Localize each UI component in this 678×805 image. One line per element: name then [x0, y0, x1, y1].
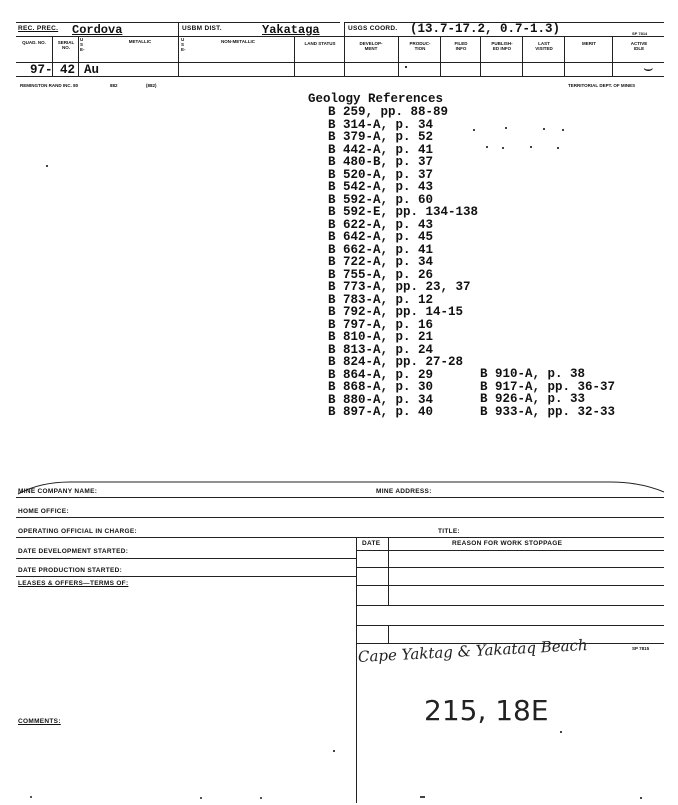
last-visited-label: LAST VISITED	[535, 41, 553, 51]
reference-entry: B 933-A, pp. 32-33	[480, 404, 616, 419]
usbm-dist-value: Yakataga	[262, 23, 320, 37]
reference-entry: B 722-A, p. 34	[328, 255, 434, 269]
date-column-label: DATE	[362, 540, 381, 547]
reference-entry: B 314-A, p. 34	[328, 117, 434, 132]
reference-entry: B 910-A, p. 38	[480, 367, 586, 381]
printer-code-2: (882)	[146, 83, 157, 88]
reference-entry: B 480-B, p. 37	[328, 155, 434, 169]
form-number: SP 7814	[632, 31, 648, 36]
reference-entry: B 520-A, p. 37	[328, 167, 434, 182]
home-office-label: HOME OFFICE:	[18, 508, 69, 515]
reference-entry: B 813-A, p. 24	[328, 342, 434, 357]
mine-address-label: MINE ADDRESS:	[376, 488, 432, 495]
rec-prec-value: Cordova	[72, 23, 123, 37]
reference-entry: B 897-A, p. 40	[328, 405, 434, 419]
printer-code-1: 882	[110, 83, 118, 88]
reference-entry: B 259, pp. 88-89	[328, 105, 449, 119]
date-development-label: DATE DEVELOPMENT STARTED:	[18, 548, 129, 555]
reference-entry: B 773-A, pp. 23, 37	[328, 280, 471, 294]
reference-entry: B 864-A, p. 29	[328, 367, 434, 382]
merit-label: MERIT	[582, 41, 596, 46]
metallic-value: Au	[84, 63, 100, 77]
published-info-label: PUBLISH- ED INFO	[491, 41, 513, 51]
rec-prec-label: REC. PREC.	[18, 25, 59, 32]
land-status-label: LAND STATUS	[304, 41, 336, 46]
form-top-curve	[0, 468, 678, 498]
reference-entry: B 880-A, p. 34	[328, 392, 434, 407]
reason-column-label: REASON FOR WORK STOPPAGE	[452, 540, 563, 547]
non-metallic-label: NON-METALLIC	[221, 39, 255, 44]
reference-entry: B 442-A, p. 41	[328, 142, 434, 157]
printer-text: REMINGTON RAND INC. 80	[20, 83, 79, 88]
mine-company-label: MINE COMPANY NAME:	[18, 488, 98, 495]
develop-ment-label: DEVELOP- MENT	[359, 41, 383, 51]
non-metallic-prefix: U S E-	[181, 37, 186, 52]
reference-entry: B 755-A, p. 26	[328, 267, 434, 282]
reference-entry: B 592-E, pp. 134-138	[328, 205, 479, 219]
form-number-2: SP 7815	[632, 646, 650, 651]
usgs-coord-label: USGS COORD.	[348, 25, 398, 32]
quad-serial-value: 97- 42	[30, 63, 76, 77]
usbm-dist-label: USBM DIST.	[182, 25, 222, 32]
reference-entry: B 797-A, p. 16	[328, 317, 434, 332]
date-production-label: DATE PRODUCTION STARTED:	[18, 567, 123, 574]
metallic-label: METALLIC	[128, 39, 152, 44]
references-right-column	[480, 368, 615, 418]
reference-entry: B 810-A, p. 21	[328, 330, 434, 344]
handwritten-location: Cape Yaktag & Yakataq Beach	[357, 635, 589, 666]
active-check-mark: ⌣	[643, 58, 654, 77]
metallic-prefix: U S E-	[80, 37, 85, 52]
dept-text: TERRITORIAL DEPT. OF MINES	[568, 83, 636, 88]
reference-entry: B 379-A, p. 52	[328, 130, 434, 144]
usgs-coord-value: (13.7-17.2, 0.7-1.3)	[410, 22, 561, 36]
active-idle-label: ACTIVE IDLE	[630, 41, 648, 51]
operating-official-label: OPERATING OFFICIAL IN CHARGE:	[18, 528, 137, 535]
reference-entry: B 917-A, pp. 36-37	[480, 379, 616, 394]
comments-label: COMMENTS:	[18, 718, 61, 725]
references-title: Geology References	[308, 92, 444, 106]
reference-entry: B 926-A, p. 33	[480, 392, 586, 406]
reference-entry: B 542-A, p. 43	[328, 180, 434, 194]
reference-entry: B 868-A, p. 30	[328, 380, 434, 394]
reference-entry: B 662-A, p. 41	[328, 242, 434, 257]
quad-no-label: QUAD. NO.	[22, 40, 46, 45]
mark-tick	[405, 66, 407, 68]
reference-entry: B 783-A, p. 12	[328, 292, 434, 307]
serial-no-label: SERIAL NO.	[57, 40, 75, 50]
reference-entry: B 824-A, pp. 27-28	[328, 355, 464, 369]
reference-entry: B 792-A, pp. 14-15	[328, 305, 464, 319]
leases-label: LEASES & OFFERS—TERMS OF:	[18, 580, 129, 587]
reference-entry: B 642-A, p. 45	[328, 230, 434, 244]
references-left-column	[328, 106, 478, 419]
filed-info-label: FILED INFO	[454, 41, 468, 51]
produc-tion-label: PRODUC- TION	[409, 41, 431, 51]
title-label: TITLE:	[438, 528, 461, 535]
handwritten-code: 215, 18E	[424, 694, 549, 727]
reference-entry: B 622-A, p. 43	[328, 217, 434, 232]
reference-entry: B 592-A, p. 60	[328, 192, 434, 207]
